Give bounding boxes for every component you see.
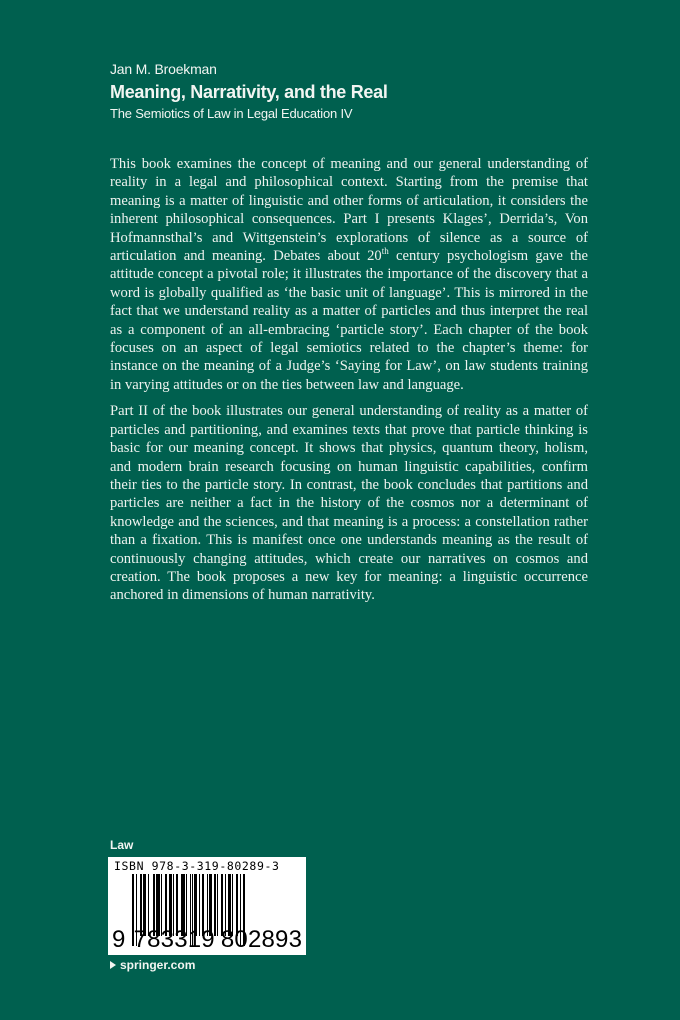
back-cover-blurb <box>110 155 588 613</box>
book-subtitle: The Semiotics of Law in Legal Education IV <box>110 106 353 121</box>
ean-group-1: 783319 <box>133 926 215 953</box>
isbn-label: ISBN 978-3-319-80289-3 <box>114 859 280 873</box>
blurb-paragraph-1-start: This book examines the concept of meaning and our general understanding of reality in a legal and philosophical context. Starting from the premise that meaning is a matter of linguistic and other forms of articulation, it considers the inherent philosophical consequences. Part I presents Klages’, Derrida’s, Von Hofmannsthal’s and Wittgenstein’s explorations of silence as a source of articulation and meaning. Debates about 20 <box>110 156 588 265</box>
blurb-paragraph-1 <box>110 155 588 394</box>
subject-category: Law <box>110 838 134 852</box>
triangle-arrow-icon <box>110 961 116 969</box>
cover-header <box>110 60 388 122</box>
publisher-website: springer.com <box>120 958 196 972</box>
publisher-link[interactable] <box>110 958 195 972</box>
ean-lead-digit: 9 <box>112 926 126 953</box>
blurb-paragraph-2: Part II of the book illustrates our general understanding of reality as a matter of particles and partitioning, and examines texts that prove that particle thinking is basic for our meaning concept. It shows that physics, quantum theory, holism, and modern brain research focusing on human linguistic capabilities, confirm their ties to the particle story. In contrast, the book concludes that partitions and particles are neither a fact in the history of the cosmos nor a determinant of knowledge and the sciences, and that meaning is a process: a constellation rather than a fixation. This is manifest once one understands meaning as the result of continuously changing attitudes, which create our narratives on cosmos and creation. The book proposes a new key for meaning: a linguistic occurrence anchored in dimensions of human narrativity. <box>110 403 588 604</box>
isbn-barcode <box>108 857 306 955</box>
author-name: Jan M. Broekman <box>110 61 217 77</box>
ean-group-2: 802893 <box>220 926 303 953</box>
ordinal-superscript: th <box>381 246 389 257</box>
ean-digits <box>112 927 302 953</box>
book-title: Meaning, Narrativity, and the Real <box>110 82 388 102</box>
blurb-paragraph-1-end: century psychologism gave the attitude concept a pivotal role; it illustrates the importance of the discovery that a word is globally qualified as ‘the basic unit of language’. This is mirrored in the fact that we understand reality as a matter of particles and thus interpret the real as a component of an all-embracing ‘particle story’. Each chapter of the book focuses on an aspect of legal semiotics related to the chapter’s theme: for instance on the meaning of a Judge’s ‘Saying for Law’, on law students training in varying attitudes or on the ties between law and language. <box>110 248 588 393</box>
